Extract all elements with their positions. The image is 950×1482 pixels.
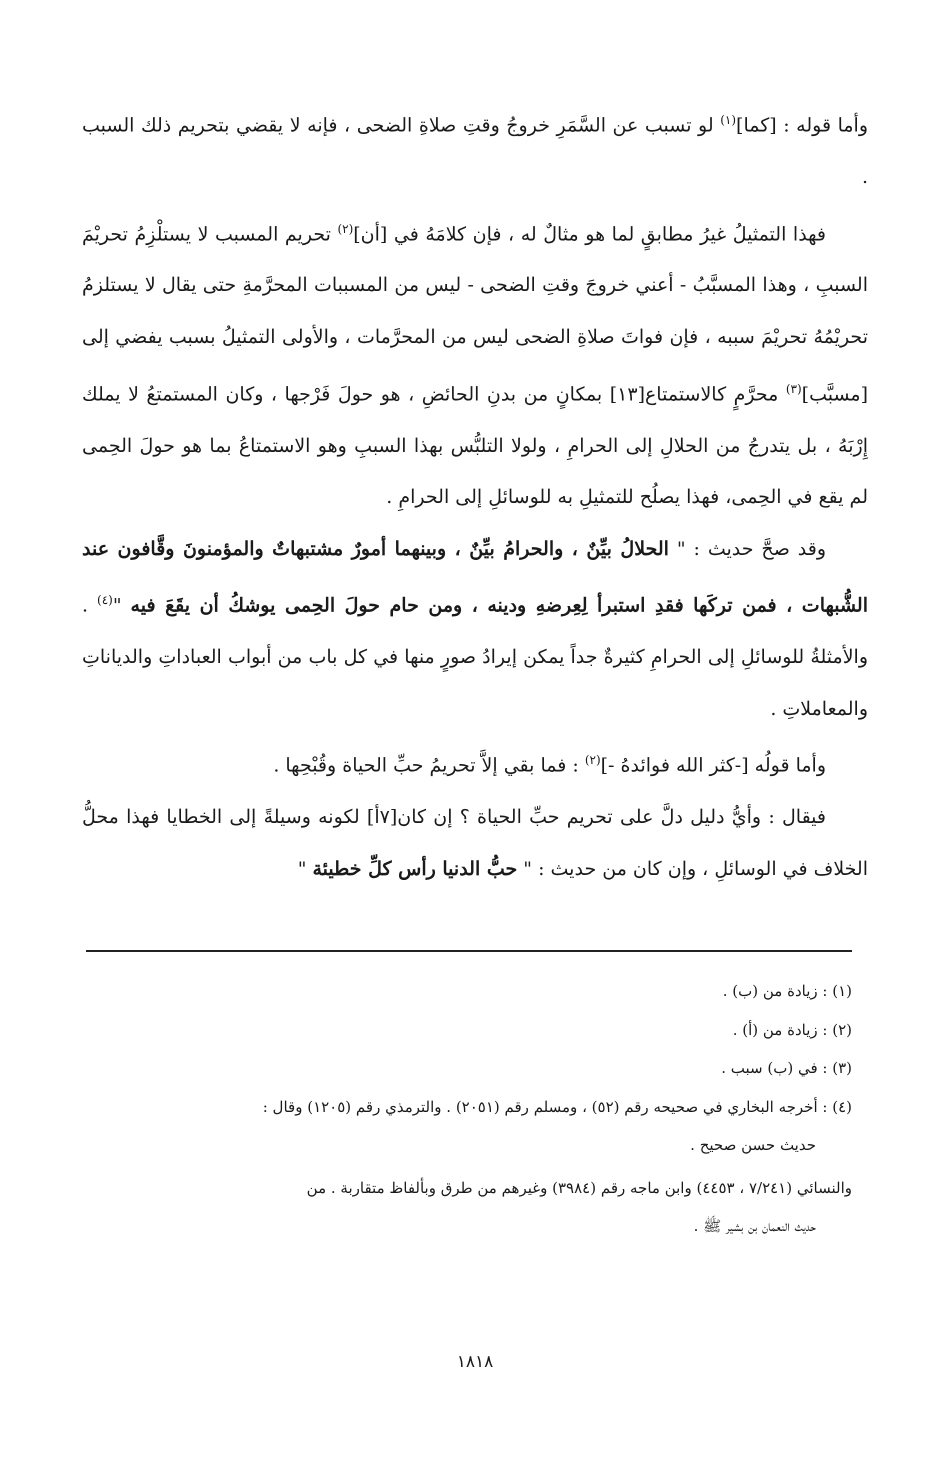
hadith-quote: حبُّ الدنيا رأس كلِّ خطيئة [312, 857, 518, 880]
main-text-body [82, 95, 868, 896]
body-paragraph [82, 95, 868, 204]
body-text: " [297, 857, 313, 880]
hadith-quote: الحلالُ بيِّنٌ ، والحرامُ بيِّنٌ ، وبينهما أمورٌ مشتبهاتٌ والمؤمنونَ وقَّافون عند الشُّبهات ، فمن تركَها فقدِ استبرأ لِعِرضهِ ودينه ، ومن حام حولَ الحِمى يوشكُ أن يقَعَ فيه [82, 537, 868, 617]
body-text: . والأمثلةُ للوسائلِ إلى الحرامِ كثيرةٌ جداً يمكن إيرادُ صورٍ منها في كل باب من أبواب العباداتِ والدياناتِ والمعاملاتِ . [82, 594, 868, 720]
body-paragraph [82, 735, 868, 792]
body-text: وقد صحَّ حديث : " [668, 537, 826, 560]
footnote-separator-rule [86, 950, 852, 952]
page-number: ١٨١٨ [456, 1352, 494, 1372]
footnote-line: (٢) : زيادة من (أ) . [732, 1020, 852, 1039]
footnote-ref: (٢) [584, 753, 601, 768]
footnote-ref: (٢) [337, 221, 354, 236]
body-paragraph [82, 524, 868, 736]
footnotes-section [86, 972, 852, 1246]
footnote-line: (١) : زيادة من (ب) . [722, 982, 852, 1000]
body-text: فيقال : وأيُّ دليل دلَّ على تحريم حبِّ الحياة ؟ إن كان[٧أ] لكونه وسيلةً إلى الخطايا فهذا محلُّ الخلاف في الوسائلِ ، وإن كان من حديث : " [82, 806, 868, 880]
body-text: فهذا التمثيلُ غيرُ مطابقٍ لما هو مثالٌ له ، فإن كلامَهُ في [أن] [353, 222, 827, 245]
footnote-ref: (١) [720, 113, 737, 127]
body-text: : فما بقي إلاَّ تحريمُ حبِّ الحياة وقُبْحِها . [273, 754, 585, 777]
body-paragraph [82, 792, 868, 895]
footnote-ref: (٤) [97, 593, 113, 608]
body-text: " [112, 594, 131, 617]
body-text: وأما قوله : [كما] [736, 114, 868, 137]
body-text: تحريم المسبب لا يستلْزِمُ تحريْمَ السببِ ، وهذا المسبَّبُ - أعني خروجَ وقتِ الضحى - ليس من المسببات المحرَّمةِ حتى يقال لا يستلزمُ تحريْمُهُ تحريْمَ سببه ، فإن فواتَ صلاةِ الضحى ليس من المحرَّمات ، والأولى التمثيلُ بسبب يفضي إلى [مسبَّب] [82, 222, 868, 405]
footnote-line: (٤) : أخرجه البخاري في صحيحه رقم (٥٢) ، ومسلم رقم (٢٠٥١) . والترمذي رقم (١٢٠٥) وقال : [262, 1097, 852, 1116]
footnote-line: والنسائي (٧/٢٤١ ، ٤٤٥٣) وابن ماجه رقم (٣٩٨٤) وغيرهم من طرق وبألفاظ متقاربة . من [306, 1178, 852, 1197]
footnote-ref: (٣) [785, 381, 802, 396]
body-paragraph [82, 204, 868, 524]
footnote-line: حديث حسن صحيح . [690, 1136, 816, 1154]
footnote-line: (٣) : في (ب) سبب . [721, 1059, 852, 1077]
body-text: محرَّمٍ كالاستمتاع[١٣] بمكانٍ من بدنِ الحائضِ ، هو حولَ فَرْجها ، وكان المستمتعُ لا يملك إِرْبَهُ ، بل يتدرجُ من الحلالِ إلى الحرامِ ، ولولا التلبُّس بهذا السببِ وهو الاستمتاعُ بما هو حولَ الحِمى لم يقع في الحِمى، فهذا يصلُح للتمثيلِ به للوسائلِ إلى الحرامِ . [82, 382, 868, 509]
footnote-line: حديث النعمان بن بشير ﷺ . [693, 1217, 816, 1235]
body-text: وأما قولُه [-كثر الله فوائدهُ -] [600, 754, 826, 777]
body-text: لو تسبب عن السَّمَرِ خروجُ وقتِ صلاةِ الضحى ، فإنه لا يقضي بتحريم ذلك السبب . [82, 114, 868, 188]
